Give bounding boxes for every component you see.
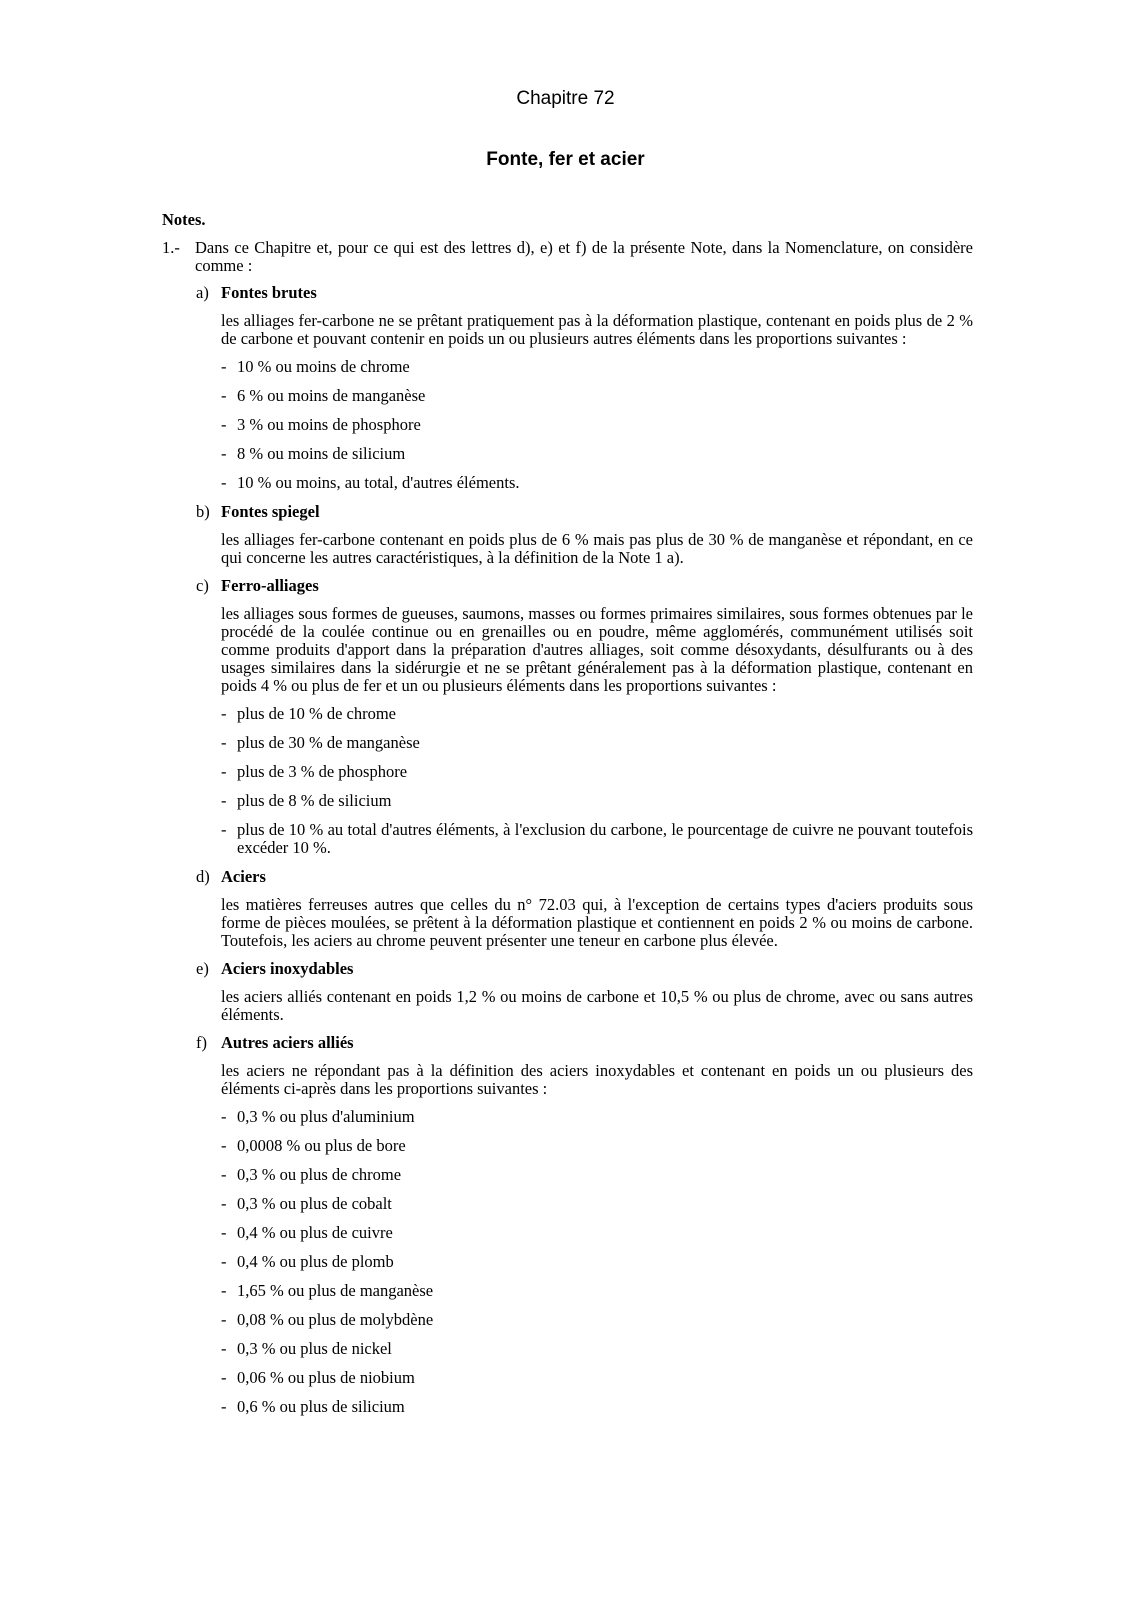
list-item: - 3 % ou moins de phosphore <box>221 416 973 434</box>
proportion-list <box>221 705 973 857</box>
definition-heading <box>196 1034 973 1052</box>
list-item: - 10 % ou moins de chrome <box>221 358 973 376</box>
list-item: - 6 % ou moins de manganèse <box>221 387 973 405</box>
definition-text: les alliages sous formes de gueuses, saumons, masses ou formes primaires similaires, sous formes obtenues par le procédé de la coulée continue ou en grenailles ou en poudre, même agglomérés, communément utilisés soit comme produits d'apport dans la préparation d'autres alliages, soit comme désoxydants, désulfurants ou à des usages similaires dans la sidérurgie et ne se prêtant généralement pas à la déformation plastique, contenant en poids 4 % ou plus de fer et un ou plusieurs éléments dans les proportions suivantes : <box>221 604 973 695</box>
definition-heading <box>196 577 973 595</box>
definition-text: les aciers ne répondant pas à la définition des aciers inoxydables et contenant en poids un ou plusieurs des éléments ci-après dans les proportions suivantes : <box>221 1061 973 1098</box>
definition-heading-text: Aciers <box>221 867 266 886</box>
list-item: - 0,06 % ou plus de niobium <box>221 1369 973 1387</box>
definition-text: les alliages fer-carbone contenant en poids plus de 6 % mais pas plus de 30 % de manganèse et répondant, en ce qui concerne les autres caractéristiques, à la définition de la Note 1 a). <box>221 530 973 567</box>
list-item: - plus de 10 % de chrome <box>221 705 973 723</box>
list-item: - plus de 10 % au total d'autres éléments, à l'exclusion du carbone, le pourcentage de cuivre ne pouvant toutefois excéder 10 %. <box>221 821 973 857</box>
chapter-title: Fonte, fer et acier <box>486 149 645 170</box>
list-item: - plus de 8 % de silicium <box>221 792 973 810</box>
list-item: - 10 % ou moins, au total, d'autres éléments. <box>221 474 973 492</box>
definition-item <box>196 1034 973 1416</box>
notes-body <box>162 211 973 1427</box>
note-number: 1.- <box>162 238 180 257</box>
list-item: - 0,0008 % ou plus de bore <box>221 1137 973 1155</box>
list-item: - 0,08 % ou plus de molybdène <box>221 1311 973 1329</box>
notes-label: Notes. <box>162 210 206 229</box>
definition-item <box>196 503 973 567</box>
definition-heading-text: Fontes brutes <box>221 283 317 302</box>
definition-item <box>196 284 973 492</box>
definition-letter: c) <box>196 576 209 595</box>
definition-heading <box>196 503 973 521</box>
chapter-number: Chapitre 72 <box>516 88 615 109</box>
definition-letter: d) <box>196 867 210 886</box>
definition-heading-text: Aciers inoxydables <box>221 959 354 978</box>
definition-letter: e) <box>196 959 209 978</box>
list-item: - plus de 30 % de manganèse <box>221 734 973 752</box>
definition-item <box>196 577 973 857</box>
list-item: - 0,4 % ou plus de plomb <box>221 1253 973 1271</box>
definition-heading-text: Ferro-alliages <box>221 576 319 595</box>
list-item: - 0,3 % ou plus de cobalt <box>221 1195 973 1213</box>
list-item: - 0,3 % ou plus de chrome <box>221 1166 973 1184</box>
definition-heading-text: Fontes spiegel <box>221 502 320 521</box>
definition-heading-text: Autres aciers alliés <box>221 1033 354 1052</box>
list-item: - 0,3 % ou plus de nickel <box>221 1340 973 1358</box>
definition-item <box>196 960 973 1024</box>
list-item: - 1,65 % ou plus de manganèse <box>221 1282 973 1300</box>
note-1 <box>162 239 973 275</box>
definition-heading <box>196 960 973 978</box>
definition-text: les aciers alliés contenant en poids 1,2 % ou moins de carbone et 10,5 % ou plus de chrome, avec ou sans autres éléments. <box>221 987 973 1024</box>
definition-heading <box>196 284 973 302</box>
definition-heading <box>196 868 973 886</box>
definitions-list <box>162 284 973 1416</box>
list-item: - plus de 3 % de phosphore <box>221 763 973 781</box>
definition-letter: b) <box>196 502 210 521</box>
note-text: Dans ce Chapitre et, pour ce qui est des lettres d), e) et f) de la présente Note, dans la Nomenclature, on considère comme : <box>195 238 973 275</box>
definition-item <box>196 868 973 950</box>
definition-text: les matières ferreuses autres que celles du n° 72.03 qui, à l'exception de certains types d'aciers produits sous forme de pièces moulées, se prêtent à la déformation plastique et contiennent en poids 2 % ou moins de carbone. Toutefois, les aciers au chrome peuvent présenter une teneur en carbone plus élevée. <box>221 895 973 950</box>
definition-letter: f) <box>196 1033 207 1052</box>
list-item: - 0,3 % ou plus d'aluminium <box>221 1108 973 1126</box>
definition-letter: a) <box>196 283 209 302</box>
proportion-list <box>221 1108 973 1416</box>
definition-text: les alliages fer-carbone ne se prêtant pratiquement pas à la déformation plastique, contenant en poids plus de 2 % de carbone et pouvant contenir en poids un ou plusieurs autres éléments dans les proportions suivantes : <box>221 311 973 348</box>
list-item: - 8 % ou moins de silicium <box>221 445 973 463</box>
list-item: - 0,4 % ou plus de cuivre <box>221 1224 973 1242</box>
list-item: - 0,6 % ou plus de silicium <box>221 1398 973 1416</box>
proportion-list <box>221 358 973 492</box>
